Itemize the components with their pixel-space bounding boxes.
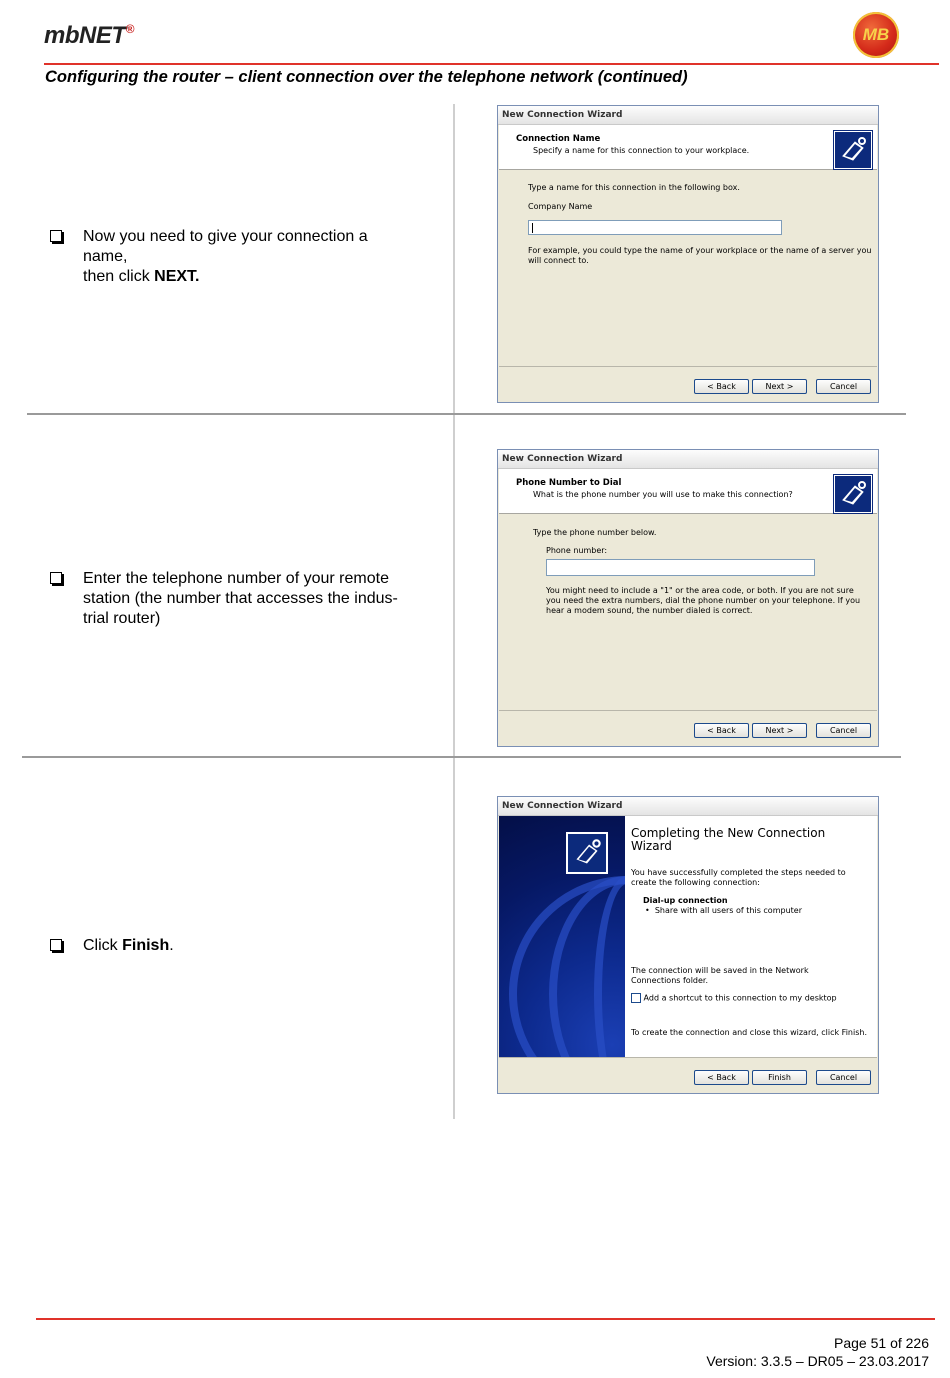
- cancel-button[interactable]: Cancel: [816, 1070, 871, 1085]
- cancel-button[interactable]: Cancel: [816, 379, 871, 394]
- saved-text: The connection will be saved in the Network Connections folder.: [631, 966, 809, 985]
- back-button[interactable]: < Back: [694, 723, 749, 738]
- phone-modem-icon: [834, 475, 872, 513]
- field-label: Company Name: [528, 202, 593, 211]
- phone-modem-icon: [834, 131, 872, 169]
- wizard-heading: Phone Number to Dial: [516, 478, 622, 488]
- instruction-text: Type a name for this connection in the following box.: [528, 183, 740, 192]
- step-text-line: trial router): [83, 610, 161, 627]
- page-number: Page 51 of 226: [834, 1335, 929, 1351]
- company-name-input[interactable]: [528, 220, 782, 235]
- wizard-phone-number-screenshot: [497, 449, 879, 747]
- phone-modem-icon: [566, 832, 608, 874]
- column-divider: [453, 104, 455, 416]
- wizard-header: [499, 469, 877, 514]
- checkbox-icon: [50, 572, 62, 584]
- checkbox-icon: [50, 939, 62, 951]
- hint-text: For example, you could type the name of your workplace or the name of a server you will connect to.: [528, 246, 872, 265]
- window-title: New Connection Wizard: [498, 106, 878, 125]
- step-text-line: then click NEXT.: [83, 268, 200, 285]
- wizard-footer: [499, 1057, 877, 1094]
- window-title: New Connection Wizard: [498, 797, 878, 816]
- shortcut-checkbox[interactable]: [631, 993, 837, 1003]
- wizard-connection-name-screenshot: [497, 105, 879, 403]
- finish-button[interactable]: Finish: [752, 1070, 807, 1085]
- row-divider: [22, 756, 901, 758]
- wizard-footer: [499, 710, 877, 747]
- cancel-button[interactable]: Cancel: [816, 723, 871, 738]
- globe-banner: [499, 816, 625, 1057]
- bullet-item: • Share with all users of this computer: [645, 906, 802, 915]
- phone-number-input[interactable]: [546, 559, 815, 576]
- footer-rule: [36, 1318, 935, 1320]
- next-button[interactable]: Next >: [752, 379, 807, 394]
- page-title: Configuring the router – client connection over the telephone network (continued): [45, 68, 688, 86]
- mbnet-logo: mbNET®: [44, 22, 134, 49]
- wizard-heading: Connection Name: [516, 134, 601, 144]
- connection-type: Dial-up connection: [643, 896, 728, 905]
- row-divider: [27, 413, 906, 415]
- checkbox-label: Add a shortcut to this connection to my desktop: [643, 993, 837, 1003]
- checkbox-icon: [50, 230, 62, 242]
- wizard-heading: Completing the New Connection Wizard: [631, 826, 826, 853]
- wizard-complete-screenshot: [497, 796, 879, 1094]
- header-rule: [44, 63, 939, 65]
- finish-instruction: To create the connection and close this wizard, click Finish.: [631, 1028, 867, 1037]
- mb-badge-logo: MB: [853, 12, 899, 58]
- success-text: You have successfully completed the steps needed to create the following connection:: [631, 868, 846, 887]
- version-info: Version: 3.3.5 – DR05 – 23.03.2017: [706, 1353, 929, 1369]
- wizard-subheading: Specify a name for this connection to your workplace.: [533, 146, 750, 155]
- column-divider: [453, 414, 455, 759]
- column-divider: [453, 757, 455, 1119]
- wizard-body: [499, 514, 877, 710]
- field-label: Phone number:: [546, 546, 608, 555]
- back-button[interactable]: < Back: [694, 379, 749, 394]
- window-title: New Connection Wizard: [498, 450, 878, 469]
- wizard-complete-content: [625, 816, 877, 1057]
- step-text-line: Enter the telephone number of your remote: [83, 570, 389, 587]
- wizard-body: [499, 170, 877, 366]
- step-text-line: station (the number that accesses the indus-: [83, 590, 398, 607]
- step-text-line: Now you need to give your connection a: [83, 228, 368, 245]
- step-text-line: Click Finish.: [83, 937, 174, 954]
- hint-text: You might need to include a "1" or the area code, or both. If you are not sure you need the extra numbers, dial the phone number on your telephone. If you hear a modem sound, the number dialed is correct.: [546, 586, 861, 615]
- instruction-text: Type the phone number below.: [533, 528, 657, 537]
- back-button[interactable]: < Back: [694, 1070, 749, 1085]
- wizard-header: [499, 125, 877, 170]
- wizard-footer: [499, 366, 877, 403]
- next-button[interactable]: Next >: [752, 723, 807, 738]
- checkbox-icon[interactable]: [631, 993, 641, 1003]
- step-text-line: name,: [83, 248, 128, 265]
- wizard-subheading: What is the phone number you will use to make this connection?: [533, 490, 793, 499]
